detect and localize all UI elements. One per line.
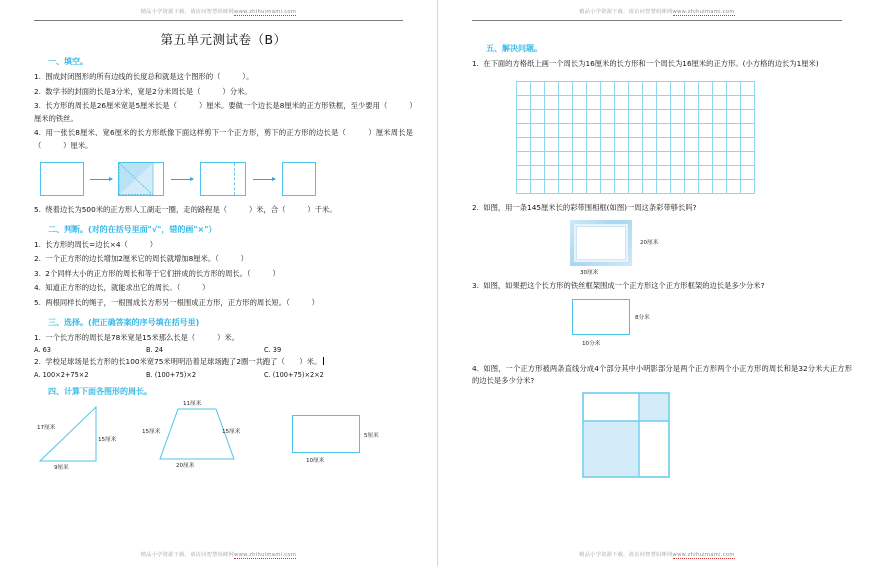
question-item	[34, 268, 413, 281]
grid-cell	[629, 166, 643, 180]
figure-paper-cut-sequence	[34, 156, 413, 202]
grid-cell	[601, 110, 615, 124]
arrow-icon	[253, 179, 275, 180]
label-wire-rect-width: 10分米	[582, 340, 601, 347]
question-number: 2.	[472, 202, 479, 212]
question-item	[472, 58, 852, 71]
grid-cell	[573, 124, 587, 138]
question-item	[34, 356, 413, 369]
question-item	[34, 282, 413, 295]
grid-cell	[657, 152, 671, 166]
grid-cell	[643, 166, 657, 180]
question-number: 4.	[34, 128, 41, 138]
grid-cell	[517, 110, 531, 124]
grid-cell	[727, 166, 741, 180]
grid-cell	[531, 110, 545, 124]
section-heading-solve-problems: 五、解决问题。	[486, 44, 542, 53]
grid-cell	[559, 124, 573, 138]
grid-cell	[531, 138, 545, 152]
grid-cell	[545, 124, 559, 138]
grid-cell	[741, 138, 755, 152]
grid-cell	[573, 152, 587, 166]
grid-cell	[727, 82, 741, 96]
grid-cell	[615, 152, 629, 166]
figure-rect-step2	[118, 162, 164, 196]
option-c: C. (100+75)×2×2	[264, 370, 324, 379]
grid-cell	[671, 138, 685, 152]
watermark-footer	[0, 551, 437, 558]
question-item	[34, 204, 413, 217]
question-number: 1.	[34, 332, 41, 342]
watermark-text: 精品小学资源下载，请访问智慧妈咪网	[579, 552, 673, 558]
grid-cell	[685, 82, 699, 96]
figure-rect-step1	[40, 162, 84, 196]
grid-cell	[685, 124, 699, 138]
question-text: 2个同样大小的正方形的周长和等于它们拼成的长方形的周长。（ ）	[45, 268, 280, 278]
grid-cell	[671, 152, 685, 166]
figure-rect-wire-wrap	[472, 297, 852, 353]
grid-cell	[545, 180, 559, 194]
grid-cell	[587, 110, 601, 124]
figure-grid-paper	[516, 81, 755, 194]
grid-cell	[587, 180, 601, 194]
grid-cell	[587, 82, 601, 96]
grid-cell	[643, 180, 657, 194]
figure-picture-frame	[570, 220, 632, 266]
figure-perimeter-shapes	[34, 401, 413, 479]
question-number: 1.	[34, 72, 41, 81]
grid-cell	[559, 152, 573, 166]
grid-cell	[615, 124, 629, 138]
label-frame-height: 20厘米	[640, 240, 659, 247]
question-text: 知道正方形的边长，就能求出它的周长。（ ）	[45, 283, 210, 293]
grid-cell	[741, 124, 755, 138]
arrow-icon	[171, 179, 193, 180]
grid-cell	[699, 138, 713, 152]
grid-cell	[587, 138, 601, 152]
question-text: 如图，一个正方形被两条直线分成4个部分其中小明影部分是两个正方形两个小正方形的周长和是32分米大正方形的边长是多少分米?	[472, 363, 852, 386]
grid-cell	[713, 110, 727, 124]
grid-cell	[643, 82, 657, 96]
grid-cell	[727, 152, 741, 166]
grid-cell	[615, 138, 629, 152]
grid-cell	[671, 82, 685, 96]
header-rule	[472, 20, 842, 21]
grid-cell	[699, 96, 713, 110]
question-text: 两根同样长的绳子，一根围成长方形另一根围成正方形，正方形的周长短。（ ）	[45, 298, 319, 308]
grid-cell	[531, 152, 545, 166]
text-cursor	[323, 357, 324, 365]
option-b: B. (100+75)×2	[146, 370, 197, 379]
label-trapezoid-bottom: 20厘米	[176, 462, 195, 469]
question-number: 5.	[34, 298, 41, 308]
option-a: A. 63	[34, 346, 51, 355]
grid-cell	[545, 82, 559, 96]
grid-cell	[671, 110, 685, 124]
question-text: 绕着边长为500米的正方形人工湖走一圈，走的路程是（ ）米，合（ ）千米。	[45, 205, 337, 215]
arrow-icon	[90, 179, 112, 180]
question-number: 3.	[472, 281, 479, 291]
option-a: A. 100×2+75×2	[34, 370, 89, 379]
label-rectangle-right: 5厘米	[364, 432, 379, 439]
watermark-footer	[438, 551, 876, 558]
grid-cell	[531, 166, 545, 180]
grid-cell	[573, 82, 587, 96]
grid-cell	[517, 82, 531, 96]
grid-cell	[699, 82, 713, 96]
grid-cell	[587, 166, 601, 180]
question-item	[34, 239, 413, 252]
grid-cell	[713, 166, 727, 180]
question-item	[34, 297, 413, 310]
section-heading-true-false: 二、判断。(对的在括号里面"√"，错的画"×"）	[48, 224, 217, 234]
grid-cell	[615, 82, 629, 96]
question-number: 3.	[34, 268, 41, 278]
figure-square-step4	[282, 162, 316, 196]
option-row	[34, 371, 413, 379]
label-frame-width: 30厘米	[580, 270, 599, 277]
grid-cell	[685, 152, 699, 166]
watermark-text: 精品小学资源下载，请访问智慧妈咪网	[140, 9, 235, 15]
grid-cell	[629, 110, 643, 124]
grid-cell	[517, 124, 531, 138]
label-triangle-base: 9厘米	[54, 464, 69, 471]
grid-cell	[601, 124, 615, 138]
grid-cell	[559, 82, 573, 96]
section-heading-compute-perimeter: 四、计算下面各图形的周长。	[48, 386, 152, 396]
grid-cell	[601, 180, 615, 194]
right-content	[472, 36, 852, 482]
figure-wire-rectangle	[572, 299, 630, 335]
question-item	[34, 253, 413, 266]
grid-cell	[517, 152, 531, 166]
grid-cell	[685, 166, 699, 180]
option-b: B. 24	[146, 346, 164, 355]
grid-cell	[629, 124, 643, 138]
question-text: 学校足球场是长方形的长100米宽75米明明沿着足球场跑了2圈一共跑了（ ）米。	[45, 357, 322, 367]
option-c: C. 39	[264, 346, 282, 355]
grid-cell	[741, 166, 755, 180]
grid-cell	[643, 138, 657, 152]
label-rectangle-bottom: 10厘米	[306, 457, 325, 464]
watermark-url: www.zhihuimami.com	[672, 9, 735, 15]
grid-cell	[685, 138, 699, 152]
grid-cell	[559, 110, 573, 124]
grid-cell	[615, 96, 629, 110]
grid-cell	[671, 96, 685, 110]
page-right	[438, 0, 876, 566]
figure-trapezoid	[152, 405, 244, 467]
grid-cell	[601, 152, 615, 166]
figure-rectangle	[292, 415, 360, 453]
question-text: 数学书的封面的长是3分米，宽是2分米周长是（ ）分米。	[45, 86, 252, 96]
question-number: 4.	[34, 283, 41, 293]
grid-cell	[517, 96, 531, 110]
figure-picture-frame-wrap	[472, 218, 852, 276]
grid-cell	[699, 110, 713, 124]
figure-rect-step3	[200, 162, 246, 196]
grid-cell	[699, 180, 713, 194]
figure-divided-square-wrap	[472, 392, 852, 482]
question-text: 长方形的周长是26厘米宽是5厘米长是（ ）厘米。要做一个边长是8厘米的正方形铁框，至少要用（ ）厘米的铁丝。	[34, 101, 413, 123]
section-heading-choice: 三、选择。(把正确答案的序号填在括号里)	[48, 317, 200, 327]
grid-cell	[573, 166, 587, 180]
grid-cell	[713, 82, 727, 96]
grid-cell	[615, 110, 629, 124]
grid-cell	[699, 124, 713, 138]
grid-cell	[545, 152, 559, 166]
header-rule	[34, 20, 403, 21]
grid-cell	[685, 180, 699, 194]
watermark-header	[438, 8, 876, 15]
question-text: 一个长方形的周长是78米宽是15米那么长是（ ）米。	[45, 332, 239, 342]
grid-cell	[741, 96, 755, 110]
grid-cell	[601, 138, 615, 152]
grid-cell	[741, 82, 755, 96]
question-number: 2.	[34, 357, 41, 367]
grid-cell	[601, 96, 615, 110]
grid-cell	[713, 180, 727, 194]
grid-cell	[685, 110, 699, 124]
grid-cell	[727, 110, 741, 124]
grid-cell	[727, 124, 741, 138]
question-number: 4.	[472, 363, 479, 373]
grid-cell	[517, 180, 531, 194]
grid-cell	[601, 166, 615, 180]
grid-cell	[657, 110, 671, 124]
grid-cell	[741, 152, 755, 166]
grid-cell	[531, 82, 545, 96]
grid-cell	[713, 138, 727, 152]
grid-cell	[629, 138, 643, 152]
question-number: 3.	[34, 101, 41, 111]
grid-cell	[587, 152, 601, 166]
grid-cell	[587, 124, 601, 138]
grid-cell	[657, 82, 671, 96]
grid-cell	[559, 96, 573, 110]
watermark-url: www.zhihuimami.com	[234, 552, 297, 558]
grid-cell	[741, 110, 755, 124]
watermark-text: 精品小学资源下载，请访问智慧妈咪网	[140, 552, 235, 558]
grid-cell	[699, 166, 713, 180]
grid-cell	[657, 138, 671, 152]
grid-cell	[545, 96, 559, 110]
watermark-header	[0, 8, 437, 15]
grid-cell	[671, 180, 685, 194]
question-item	[34, 332, 413, 345]
question-item	[34, 71, 413, 84]
grid-cell	[545, 110, 559, 124]
question-item	[34, 86, 413, 99]
grid-cell	[699, 152, 713, 166]
grid-cell	[545, 166, 559, 180]
grid-cell	[601, 82, 615, 96]
question-number: 1.	[34, 239, 41, 249]
grid-cell	[629, 180, 643, 194]
section-heading-fill-blank: 一、填空。	[48, 57, 88, 66]
question-text: 一个正方形的边长增加2厘米它的周长就增加8厘米。（ ）	[45, 254, 248, 264]
grid-cell	[671, 124, 685, 138]
figure-divided-square	[582, 392, 672, 478]
grid-cell	[559, 138, 573, 152]
question-text: 长方形的周长=边长×4（ ）	[45, 239, 158, 249]
grid-cell	[713, 96, 727, 110]
question-number: 1.	[472, 59, 479, 68]
grid-cell	[559, 166, 573, 180]
grid-cell	[713, 152, 727, 166]
grid-cell	[615, 180, 629, 194]
grid-cell	[629, 152, 643, 166]
grid-cell	[685, 96, 699, 110]
grid-cell	[531, 96, 545, 110]
label-trapezoid-top: 11厘米	[183, 400, 202, 407]
option-row	[34, 346, 413, 354]
grid-cell	[629, 96, 643, 110]
grid-cell	[629, 82, 643, 96]
question-number: 2.	[34, 86, 41, 96]
grid-cell	[517, 166, 531, 180]
question-number: 2.	[34, 254, 41, 264]
left-content	[34, 26, 413, 479]
grid-cell	[671, 166, 685, 180]
grid-cell	[713, 124, 727, 138]
grid-cell	[727, 180, 741, 194]
question-item	[34, 127, 413, 152]
label-wire-rect-height: 8分米	[635, 314, 650, 321]
grid-cell	[657, 96, 671, 110]
grid-cell	[727, 138, 741, 152]
page-title: 第五单元测试卷（B）	[160, 32, 287, 47]
question-text: 围成封闭图形的所有边线的长度总和就是这个图形的（ ）。	[45, 72, 254, 81]
question-text: 用一张长8厘米、宽6厘米的长方形纸像下面这样剪下一个正方形，剪下的正方形的边长是（ ）厘米周长是（ ）厘米。	[34, 128, 413, 150]
question-text: 如图，如果把这个长方形的铁丝框架围成一个正方形这个正方形框架的边长是多少分米?	[483, 281, 765, 291]
figure-fold-line	[234, 163, 235, 195]
grid-cell	[657, 166, 671, 180]
question-text: 在下面的方格纸上画一个周长为16厘米的长方形和一个周长为16厘米的正方形。(小方格的边长为1厘米)	[483, 59, 819, 68]
label-triangle-hypotenuse: 17厘米	[37, 424, 56, 431]
grid-cell	[559, 180, 573, 194]
watermark-url: www.zhihuimami.com	[234, 9, 297, 15]
grid-cell	[573, 110, 587, 124]
watermark-url: www.zhihuimami.com	[672, 552, 735, 558]
label-trapezoid-right: 15厘米	[222, 428, 241, 435]
grid-cell	[741, 180, 755, 194]
grid-cell	[615, 166, 629, 180]
label-triangle-right-side: 15厘米	[98, 436, 117, 443]
grid-cell	[573, 138, 587, 152]
question-item	[472, 280, 852, 293]
grid-cell	[573, 96, 587, 110]
grid-cell	[531, 180, 545, 194]
grid-cell	[657, 124, 671, 138]
question-text: 如图，用一条145厘米长的彩带围相框(如图)一周这条彩带够长吗?	[483, 202, 697, 212]
grid-cell	[531, 124, 545, 138]
grid-cell	[657, 180, 671, 194]
question-item	[472, 202, 852, 215]
question-item	[472, 363, 852, 388]
watermark-text: 精品小学资源下载，请访问智慧妈咪网	[579, 9, 673, 15]
label-trapezoid-left: 15厘米	[142, 428, 161, 435]
grid-cell	[573, 180, 587, 194]
grid-cell	[517, 138, 531, 152]
grid-cell	[727, 96, 741, 110]
question-number: 5.	[34, 205, 41, 215]
grid-cell	[643, 96, 657, 110]
grid-cell	[643, 152, 657, 166]
grid-cell	[587, 96, 601, 110]
question-item	[34, 100, 413, 125]
grid-cell	[643, 124, 657, 138]
grid-cell	[643, 110, 657, 124]
grid-cell	[545, 138, 559, 152]
